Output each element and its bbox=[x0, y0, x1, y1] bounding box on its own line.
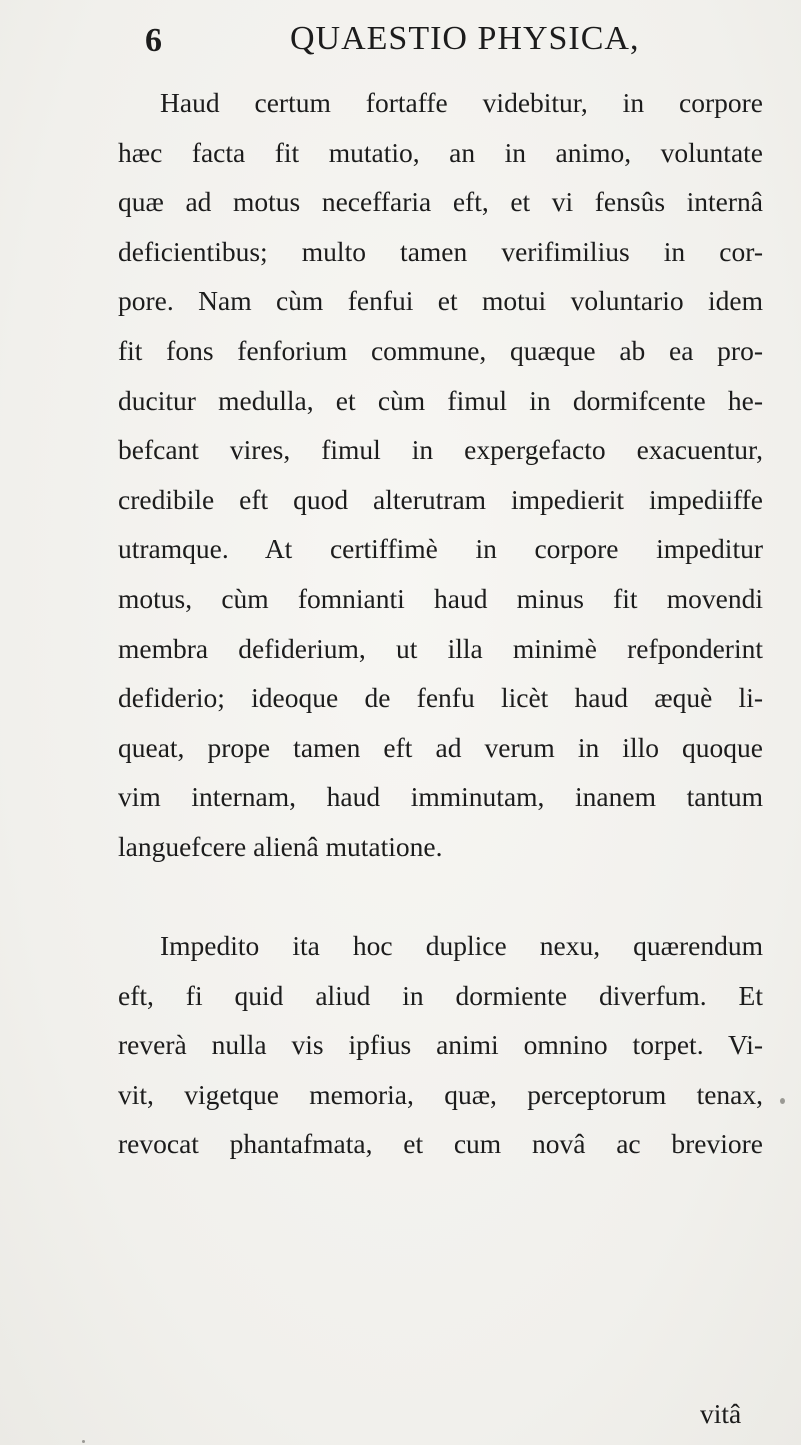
text-line: queat, prope tamen eft ad verum in illo quoque bbox=[118, 731, 763, 763]
paper-speck bbox=[780, 1098, 785, 1104]
text-line: membra defiderium, ut illa minimè refponderint bbox=[118, 632, 763, 664]
paragraph-1 bbox=[118, 78, 763, 872]
text-line: vim internam, haud imminutam, inanem tantum bbox=[118, 781, 763, 813]
text-line: fit fons fenforium commune, quæque ab ea pro- bbox=[118, 334, 763, 366]
catchword: vitâ bbox=[700, 1398, 742, 1429]
text-line: befcant vires, fimul in expergefacto exacuentur, bbox=[118, 434, 763, 466]
running-head bbox=[0, 18, 801, 68]
text-line: hæc facta fit mutatio, an in animo, voluntate bbox=[118, 136, 763, 168]
text-line: revocat phantafmata, et cum novâ ac breviore bbox=[118, 1128, 763, 1160]
text-line: quæ ad motus neceffaria eft, et vi fensûs internâ bbox=[118, 186, 763, 218]
running-title: QUAESTIO PHYSICA, bbox=[290, 20, 640, 57]
body-text bbox=[118, 78, 763, 1169]
text-line: ducitur medulla, et cùm fimul in dormifcente he- bbox=[118, 384, 763, 416]
text-line: deficientibus; multo tamen verifimilius in cor- bbox=[118, 235, 763, 267]
paragraph-gap bbox=[118, 872, 763, 922]
page-number: 6 bbox=[145, 22, 162, 59]
text-line: pore. Nam cùm fenfui et motui voluntario idem bbox=[118, 285, 763, 317]
paragraph-2 bbox=[118, 921, 763, 1169]
paper-speck bbox=[82, 1440, 85, 1443]
text-line: utramque. At certiffimè in corpore impeditur bbox=[118, 533, 763, 565]
text-line: eft, fi quid aliud in dormiente diverfum. Et bbox=[118, 979, 763, 1011]
text-line: reverà nulla vis ipfius animi omnino torpet. Vi- bbox=[118, 1029, 763, 1061]
text-line: languefcere alienâ mutatione. bbox=[118, 830, 443, 862]
text-line: vit, vigetque memoria, quæ, perceptorum tenax, bbox=[118, 1078, 763, 1110]
text-line: Haud certum fortaffe videbitur, in corpore bbox=[160, 87, 763, 118]
text-line: credibile eft quod alterutram impedierit impediiffe bbox=[118, 483, 763, 515]
text-line: defiderio; ideoque de fenfu licèt haud æquè li- bbox=[118, 682, 763, 714]
text-line: Impedito ita hoc duplice nexu, quærendum bbox=[160, 930, 763, 962]
text-line: motus, cùm fomnianti haud minus fit movendi bbox=[118, 582, 763, 614]
